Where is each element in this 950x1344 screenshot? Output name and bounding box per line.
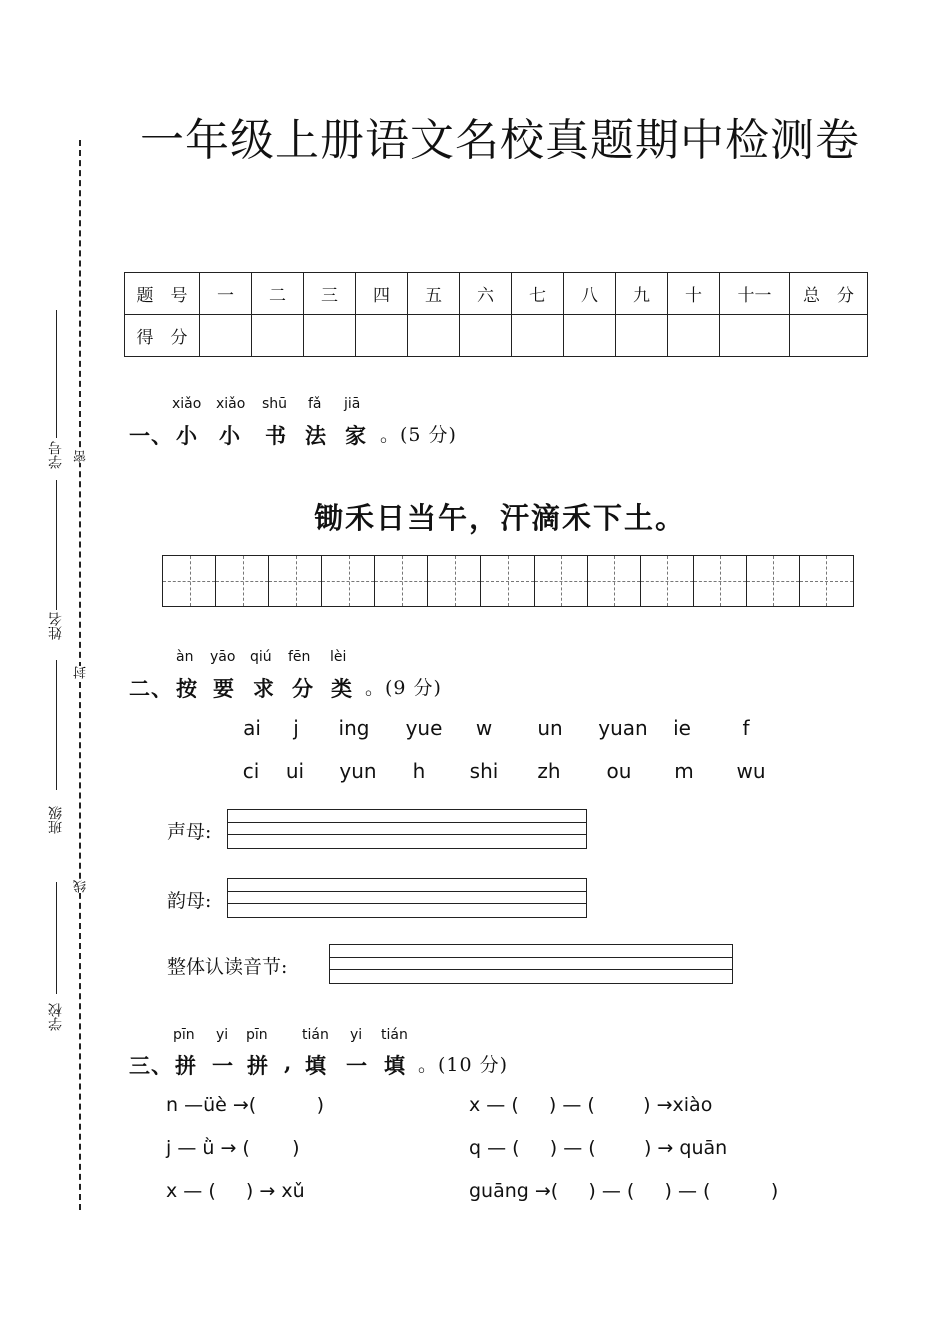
- writing-line: [228, 891, 586, 892]
- sound-item: ai: [243, 716, 261, 740]
- writing-line: [228, 903, 586, 904]
- sound-item: f: [742, 716, 750, 740]
- writing-cell[interactable]: [747, 556, 800, 606]
- section2-pinyin-1: àn: [176, 649, 194, 665]
- section3-pinyin-4: tián: [302, 1027, 329, 1043]
- writing-line: [228, 822, 586, 823]
- score-header-cell: 二: [252, 273, 304, 315]
- grid-guide-vertical: [614, 556, 615, 606]
- grid-guide-vertical: [826, 556, 827, 606]
- sound-item: yue: [405, 716, 443, 740]
- sound-item: yuan: [598, 716, 648, 740]
- zhengti-label: 整体认读音节:: [167, 956, 288, 978]
- grid-guide-vertical: [720, 556, 721, 606]
- grid-guide-vertical: [508, 556, 509, 606]
- exercise-item[interactable]: x — ( ) — ( ) →xiào: [469, 1094, 713, 1116]
- section2-number: 二、: [129, 676, 173, 701]
- shengmu-label: 声母:: [167, 821, 212, 843]
- sound-item: ui: [285, 759, 305, 783]
- score-header-cell: 六: [460, 273, 512, 315]
- section2-char: 要: [213, 676, 235, 701]
- score-input-cell[interactable]: [460, 315, 512, 357]
- class-line: [56, 882, 57, 994]
- score-header-cell: 十一: [720, 273, 790, 315]
- sound-item: ing: [338, 716, 370, 740]
- score-header-cell: 四: [356, 273, 408, 315]
- exercise-item[interactable]: j — ǜ → ( ): [166, 1137, 300, 1159]
- section1-char: 家: [345, 423, 367, 448]
- section1-poem: 锄禾日当午，汗滴禾下土。: [313, 501, 686, 535]
- section1-char: 书: [265, 423, 287, 448]
- section1-pinyin-4: fǎ: [308, 396, 322, 412]
- section1-pinyin-1: xiǎo: [172, 396, 202, 412]
- score-header-cell: 一: [200, 273, 252, 315]
- section3-pinyin-3: pīn: [246, 1027, 268, 1043]
- sound-item: h: [412, 759, 426, 783]
- score-table-score-row: [125, 315, 868, 357]
- sound-item: ie: [673, 716, 691, 740]
- score-header-cell: 七: [512, 273, 564, 315]
- section3-char: 填: [384, 1053, 406, 1078]
- section2-char: 类: [331, 676, 353, 701]
- section2-char: 分: [292, 676, 314, 701]
- writing-cell[interactable]: [481, 556, 534, 606]
- score-row-label: 得 分: [125, 315, 200, 357]
- writing-cell[interactable]: [535, 556, 588, 606]
- writing-line: [228, 834, 586, 835]
- score-header-cell: 八: [564, 273, 616, 315]
- section1-number: 一、: [129, 423, 173, 448]
- sound-item: un: [537, 716, 563, 740]
- writing-cell[interactable]: [216, 556, 269, 606]
- score-input-cell[interactable]: [200, 315, 252, 357]
- writing-cell[interactable]: [322, 556, 375, 606]
- page-title: 一年级上册语文名校真题期中检测卷: [140, 115, 860, 166]
- grid-guide-vertical: [455, 556, 456, 606]
- score-input-cell[interactable]: [512, 315, 564, 357]
- writing-cell[interactable]: [694, 556, 747, 606]
- score-header-cell: 五: [408, 273, 460, 315]
- section3-pinyin-2: yi: [216, 1027, 229, 1043]
- grid-guide-vertical: [190, 556, 191, 606]
- section3-char: 一: [212, 1053, 234, 1078]
- score-header-cell: 题 号: [125, 273, 200, 315]
- grid-guide-vertical: [349, 556, 350, 606]
- sound-item: m: [674, 759, 694, 783]
- section2-pinyin-2: yāo: [210, 649, 236, 665]
- sound-item: wu: [736, 759, 766, 783]
- score-input-cell[interactable]: [252, 315, 304, 357]
- section3-char: 拼: [247, 1053, 269, 1078]
- section1-char: 小: [219, 423, 241, 448]
- section2-pinyin-5: lèi: [330, 649, 347, 665]
- grid-guide-vertical: [243, 556, 244, 606]
- grid-guide-vertical: [561, 556, 562, 606]
- grid-guide-vertical: [773, 556, 774, 606]
- sound-item: ci: [242, 759, 260, 783]
- score-input-cell[interactable]: [616, 315, 668, 357]
- section3-char: 一: [346, 1053, 368, 1078]
- score-header-cell: 九: [616, 273, 668, 315]
- section3-char: 拼: [175, 1053, 197, 1078]
- section2-char: 求: [253, 676, 275, 701]
- writing-cell[interactable]: [163, 556, 216, 606]
- yunmu-label: 韵母:: [167, 890, 212, 912]
- sound-item: zh: [537, 759, 561, 783]
- score-input-cell[interactable]: [408, 315, 460, 357]
- zhengti-answer-box[interactable]: [329, 944, 733, 984]
- section3-pinyin-5: yi: [350, 1027, 363, 1043]
- score-input-cell[interactable]: [790, 315, 868, 357]
- sound-item: j: [293, 716, 299, 740]
- writing-cell[interactable]: [588, 556, 641, 606]
- section1-pinyin-3: shū: [262, 396, 288, 412]
- exercise-item[interactable]: q — ( ) — ( ) → quān: [469, 1137, 728, 1159]
- score-table: [124, 272, 868, 357]
- name-label: 姓名: [48, 612, 64, 640]
- section2-pinyin-3: qiú: [250, 649, 272, 665]
- writing-line: [330, 957, 732, 958]
- writing-cell[interactable]: [269, 556, 322, 606]
- grid-guide-vertical: [402, 556, 403, 606]
- section3-points: 。(10 分): [418, 1054, 509, 1076]
- grid-guide-vertical: [667, 556, 668, 606]
- section1-pinyin-2: xiǎo: [216, 396, 246, 412]
- score-header-cell: 总 分: [790, 273, 868, 315]
- writing-cell[interactable]: [800, 556, 853, 606]
- score-header-cell: 三: [304, 273, 356, 315]
- seal-mark-xian: 线: [74, 880, 89, 893]
- student-id-line: [56, 310, 57, 438]
- section3-char: 填: [305, 1053, 327, 1078]
- section1-points: 。(5 分): [380, 424, 457, 446]
- sound-item: w: [475, 716, 493, 740]
- writing-cell[interactable]: [641, 556, 694, 606]
- section3-pinyin-6: tián: [381, 1027, 408, 1043]
- exercise-item[interactable]: guāng →( ) — ( ) — ( ): [469, 1180, 779, 1202]
- section2-points: 。(9 分): [365, 677, 442, 699]
- section2-char: 按: [176, 676, 198, 701]
- section1-char: 小: [176, 423, 198, 448]
- sound-item: shi: [469, 759, 499, 783]
- sound-item: yun: [339, 759, 377, 783]
- writing-grid[interactable]: [162, 555, 854, 607]
- name-line: [56, 660, 57, 790]
- student-id-label: 学号: [48, 441, 64, 469]
- score-header-cell: 十: [668, 273, 720, 315]
- writing-cell[interactable]: [428, 556, 481, 606]
- writing-cell[interactable]: [375, 556, 428, 606]
- class-label: 班级: [48, 806, 64, 834]
- score-input-cell[interactable]: [668, 315, 720, 357]
- section3-char: ,: [284, 1050, 293, 1075]
- shengmu-answer-box[interactable]: [227, 809, 587, 849]
- section3-pinyin-1: pīn: [173, 1027, 195, 1043]
- section3-number: 三、: [129, 1053, 173, 1078]
- score-input-cell[interactable]: [564, 315, 616, 357]
- section1-pinyin-5: jiā: [344, 396, 361, 412]
- score-input-cell[interactable]: [720, 315, 790, 357]
- section1-char: 法: [305, 423, 327, 448]
- exercise-item[interactable]: x — ( ) → xǔ: [166, 1180, 305, 1202]
- school-label: 学校: [48, 1003, 64, 1031]
- grid-guide-vertical: [296, 556, 297, 606]
- score-input-cell[interactable]: [356, 315, 408, 357]
- exercise-item[interactable]: n —üè →( ): [166, 1094, 324, 1116]
- yunmu-answer-box[interactable]: [227, 878, 587, 918]
- score-table-header-row: [125, 273, 868, 315]
- seal-mark-feng: 封: [74, 666, 89, 679]
- sound-item: ou: [606, 759, 632, 783]
- writing-line: [330, 969, 732, 970]
- seal-mark-mi: 密: [74, 450, 89, 463]
- section2-pinyin-4: fēn: [288, 649, 311, 665]
- score-input-cell[interactable]: [304, 315, 356, 357]
